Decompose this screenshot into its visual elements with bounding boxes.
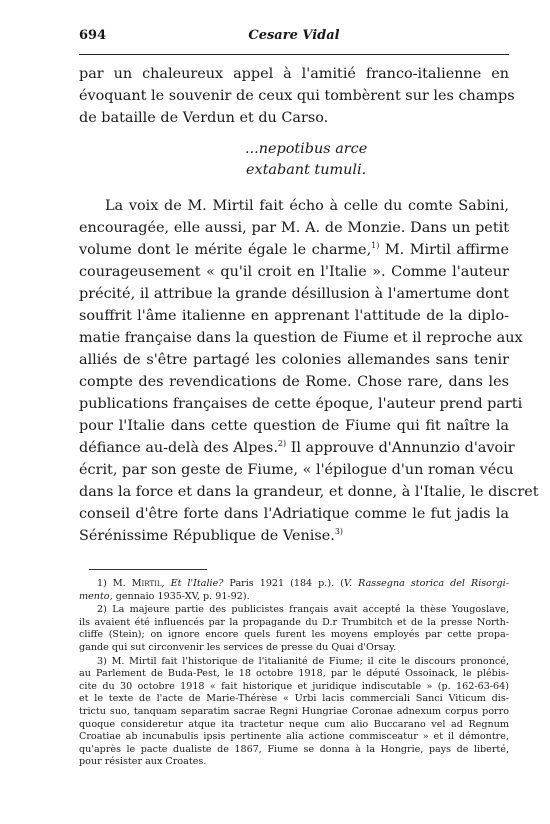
footnote-1 — [79, 578, 509, 603]
running-header — [79, 28, 509, 50]
text-line — [79, 525, 509, 547]
footnote-line — [79, 578, 509, 591]
footnote-text: gennaio 1935-XV, p. 91-92). — [112, 590, 250, 602]
footnote-line: 2) La majeure partie des publicistes français avait accepté la thèse Yougoslave, — [97, 604, 509, 616]
footnote-line: quoque consideretur atque ita tractetur neque cum alio Buccarano vel ad Regnum — [79, 718, 509, 730]
text-line: souffrit l'âme italienne en apprenant l'attitude de la diplo- — [79, 308, 509, 324]
text-line: dans la force et dans la grandeur, et donne, à l'Italie, le discret — [79, 484, 539, 500]
footnote-line: cliffe (Stein); on ignore encore quels furent les moyens employés par cette propa- — [79, 629, 509, 641]
footnote-mark: 2) — [277, 439, 287, 449]
footnote-line: gande qui sut circonvenir les services de presse du Quai d'Orsay. — [79, 641, 397, 653]
footnote-journal: V. Rassegna storica del Risorgi- — [343, 578, 509, 589]
text-line: matie française dans la question de Fiume et il reproche aux — [79, 330, 523, 346]
text-line: précité, il attribue la grande désillusion à l'amertume dont — [79, 286, 509, 302]
text-line: évoquant le souvenir de ceux qui tombèrent sur les champs — [79, 88, 515, 104]
quote-line: ...nepotibus arce — [245, 141, 368, 157]
text-line: alliés de s'être partagé les colonies allemandes sans tenir — [79, 352, 509, 368]
paragraph-2 — [79, 195, 539, 547]
text-segment: Sérénissime République de Venise. — [79, 528, 335, 544]
text-line: conseil d'être forte dans l'Adriatique comme le fut jadis la — [79, 506, 509, 522]
footnote-book-title: Et l'Italie? — [170, 578, 224, 589]
text-segment: défiance au-delà des Alpes. — [79, 440, 278, 456]
text-segment: M. Mirtil affirme — [384, 242, 509, 258]
text-line: encouragée, elle aussi, par M. A. de Monzie. Dans un petit — [79, 220, 509, 236]
running-title: Cesare Vidal — [248, 28, 340, 43]
footnote-line: qu'après le pacte dualiste de 1867, Fiume se donna à la Hongrie, pays de liberté, — [79, 743, 509, 755]
footnote-journal: mento, — [79, 590, 113, 602]
footnote-3 — [79, 656, 509, 769]
page-number: 694 — [79, 28, 107, 43]
text-line: compte des revendications de Rome. Chose rare, dans les — [79, 374, 509, 390]
page — [79, 28, 539, 770]
text-line: par un chaleureux appel à l'amitié franco-italienne en — [79, 66, 509, 82]
footnote-rule — [89, 569, 207, 570]
footnote-number: 1) — [97, 578, 107, 589]
footnote-text: , — [161, 578, 171, 589]
quote-line: extabant tumuli. — [246, 162, 367, 178]
footnote-line: Croatiae ab incunabulis ipsis pertinente alia actione commisceatur » et il démontre, — [79, 731, 509, 743]
footnote-text: Paris 1921 (184 p.). ( — [223, 578, 344, 589]
footnote-line: et le texte de l'acte de Marie-Thérèse « Urbi lacis commerciali Sanci Viticum dis- — [79, 693, 509, 705]
footnote-line: 3) M. Mirtil fait l'historique de l'italianité de Fiume; il cite le discours prononcé, — [97, 655, 509, 667]
text-line: écrit, par son geste de Fiume, « l'épilogue d'un roman vécu — [79, 462, 514, 478]
header-rule — [79, 54, 509, 55]
text-line — [79, 239, 509, 261]
footnote-mark: 3) — [334, 527, 344, 537]
text-line: pour l'Italie dans cette question de Fiume qui fit naître la — [79, 418, 509, 434]
text-line: courageusement « qu'il croit en l'Italie ». Comme l'auteur — [79, 264, 509, 280]
text-line: publications françaises de cette époque, l'auteur prend parti — [79, 396, 523, 412]
text-segment: volume dont le mérite égale le charme, — [79, 242, 372, 258]
footnote-mark: 1) — [371, 241, 380, 251]
footnote-2 — [79, 604, 509, 654]
footnote-line: cite du 30 octobre 1918 « fait historique et juridique indiscutable » (p. 162-63-64) — [79, 680, 509, 692]
footnotes — [79, 578, 509, 769]
footnote-line: au Parlement de Buda-Pest, le 18 octobre 1918, par le député Ossoinack, le plébis- — [79, 668, 509, 680]
text-segment: Il approuve d'Annunzio d'avoir — [290, 440, 515, 456]
latin-quotation — [245, 139, 509, 181]
footnote-author: Mirtil — [131, 578, 162, 589]
footnote-line: pour résister aux Croates. — [79, 756, 207, 768]
footnote-line: ils avaient été influencés par la propagande du D.r Trumbitch et de la presse North- — [79, 616, 509, 628]
footnote-text: M. — [112, 578, 132, 589]
text-line — [79, 437, 515, 459]
footnote-line — [79, 591, 509, 604]
footnote-line: trictu suo, tanquam separatim sacrae Regni Hungriae Coronae adnexum corpus porro — [79, 705, 509, 717]
paragraph-1 — [79, 63, 515, 129]
text-line: La voix de M. Mirtil fait écho à celle du comte Sabini, — [105, 198, 509, 214]
text-line: de bataille de Verdun et du Carso. — [79, 110, 329, 126]
